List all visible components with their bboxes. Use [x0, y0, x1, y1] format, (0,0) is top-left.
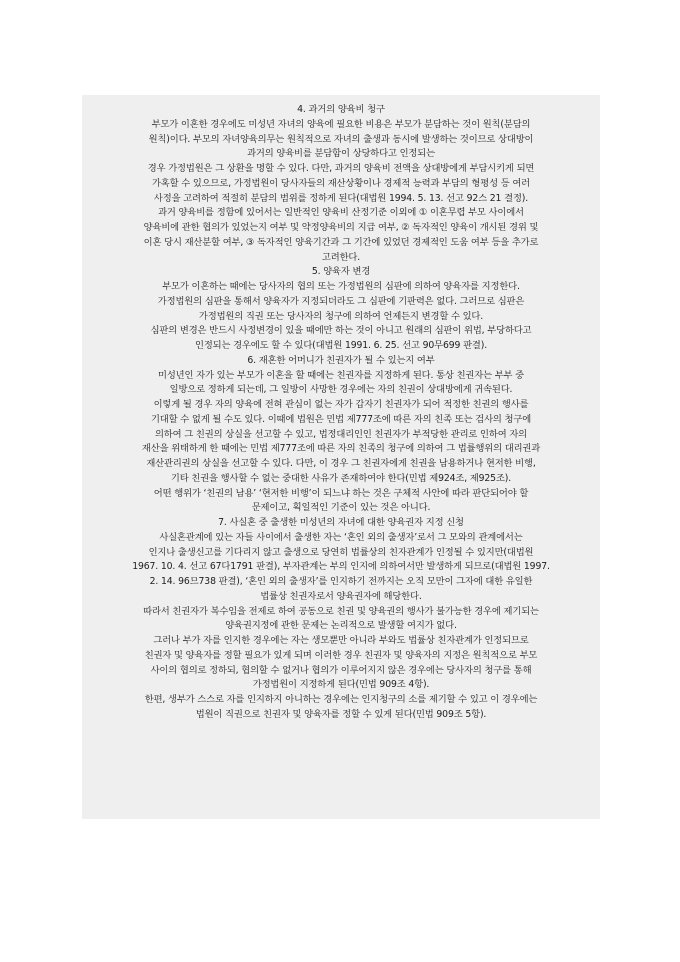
text-line: 사실혼관계에 있는 자들 사이에서 출생한 자는 ‘혼인 외의 출생자’로서 그 모와의 관계에서는 [159, 531, 523, 543]
text-line: 친권자 및 양육자를 정할 필요가 있게 되며 이러한 경우 친권자 및 양육자의 지정은 원칙적으로 부모 [144, 649, 538, 661]
text-line: 가혹할 수 있으므로, 가정법원이 당사자들의 재산상황이나 경제적 능력과 부담의 형평성 등 여러 [151, 177, 531, 189]
text-line: 기타 친권을 행사할 수 없는 중대한 사유가 존재하여야 한다(민법 제924조, 제925조). [170, 472, 512, 484]
text-line: 심판의 변경은 반드시 사정변경이 있을 때에만 하는 것이 아니고 원래의 심판이 위법, 부당하다고 [150, 325, 532, 337]
text-line: 부모가 이혼하는 때에는 당사자의 협의 또는 가정법원의 심판에 의하여 양육자를 지정한다. [162, 281, 520, 292]
text-line: 재산관리권의 상실을 선고할 수 있다. 다만, 이 경우 그 친권자에게 친권을 남용하거나 현저한 비행, [146, 458, 536, 469]
text-line: 미성년인 자가 있는 부모가 이혼을 할 때에는 친권자를 지정하게 된다. 통상 친권자는 부부 중 [157, 369, 524, 381]
text-line: 과거의 양육비를 분담함이 상당하다고 인정되는 [247, 148, 435, 160]
text-line: 이렇게 될 경우 자의 양육에 전혀 관심이 없는 자가 갑자기 친권자가 되어 적정한 친권의 행사를 [153, 399, 529, 410]
text-line: 인지나 출생신고를 기다리지 않고 출생으로 당연히 법률상의 친자관계가 인정될 수 있지만(대법원 [148, 546, 534, 558]
text-line: 과거 양육비를 정함에 있어서는 일반적인 양육비 산정기준 이외에 ① 이혼무렵 부모 사이에서 [158, 207, 524, 219]
text-line: 원칙)이다. 부모의 자녀양육의무는 원칙적으로 자녀의 출생과 동시에 발생하는 것이므로 상대방이 [148, 133, 534, 145]
text-line: 사정을 고려하여 적절히 분담의 범위를 정하게 된다(대법원 1994. 5. 13. 선고 92스 21 결정). [153, 192, 529, 204]
text-line: 부모가 이혼한 경우에도 미성년 자녀의 양육에 필요한 비용은 부모가 분담하는 것이 원칙(분담의 [151, 118, 531, 130]
text-line: 가정법원의 직권 또는 당사자의 청구에 의하여 언제든지 변경할 수 있다. [198, 310, 484, 322]
text-line: 한편, 생부가 스스로 자를 인지하지 아니하는 경우에는 인지청구의 소를 제기할 수 있고 이 경우에는 [144, 694, 538, 705]
text-line: 양육비에 관한 협의가 있었는지 여부 및 약정양육비의 지급 여부, ② 독자적인 양육이 개시된 경위 및 [143, 222, 539, 233]
text-line: 문제이고, 획일적인 기준이 있는 것은 아니다. [251, 502, 431, 514]
text-line: 고려한다. [321, 251, 361, 263]
text-line: 가정법원의 심판을 통해서 양육자가 지정되더라도 그 심판에 기판력은 없다. 그러므로 심판은 [157, 295, 525, 307]
text-line: 6. 재혼한 어머니가 친권자가 될 수 있는지 여부 [247, 354, 435, 366]
text-line: 이혼 당시 재산분할 여부, ③ 독자적인 양육기간과 그 기간에 있었던 경제적인 도움 여부 등을 추가로 [143, 236, 539, 248]
text-line: 7. 사실혼 중 출생한 미성년의 자녀에 대한 양육권자 지정 신청 [218, 517, 464, 528]
document-page [82, 95, 600, 819]
text-line: 2. 14. 96므738 판결), ‘혼인 외의 출생자’를 인지하기 전까지는 오직 모만이 그자에 대한 유일한 [149, 576, 533, 587]
text-line: 법률상 친권자로서 양육권자에 해당한다. [260, 590, 422, 602]
text-line: 1967. 10. 4. 선고 67다1791 판결), 부자관계는 부의 인지에 의하여서만 발생하게 되므로(대법원 1997. [132, 561, 550, 573]
text-line: 가정법원이 지정하게 된다(민법 909조 4항). [252, 679, 430, 691]
text-line: 기대할 수 없게 될 수도 있다. 이때에 법원은 민법 제777조에 따른 자의 친족 또는 검사의 청구에 [150, 413, 532, 425]
text-line: 법원이 직권으로 친권자 및 양육자를 정할 수 있게 된다(민법 909조 5항). [195, 708, 487, 720]
text-line: 일방으로 정하게 되는데, 그 일방이 사망한 경우에는 자의 친권이 상대방에게 귀속된다. [169, 384, 513, 396]
text-line: 5. 양육자 변경 [311, 266, 371, 278]
text-line: 어떤 행위가 ‘친권의 남용’ ‘현저한 비행’이 되느냐 하는 것은 구체적 사안에 따라 판단되어야 할 [153, 487, 529, 499]
text-line: 경우 가정법원은 그 상환을 명할 수 있다. 다만, 과거의 양육비 전액을 상대방에게 부담시키게 되면 [147, 163, 535, 174]
text-line: 의하여 그 친권의 상실을 선고할 수 있고, 법정대리인인 친권자가 부적당한 관리로 인하여 자의 [154, 428, 528, 440]
text-line: 재산을 위태하게 한 때에는 민법 제777조에 따른 자의 친족의 청구에 의하여 그 법률행위의 대리권과 [141, 443, 541, 455]
text-line: 사이의 협의로 정하되, 협의할 수 없거나 협의가 이루어지지 않은 경우에는 당사자의 청구를 통해 [150, 664, 532, 676]
text-line: 양육권지정에 관한 문제는 논리적으로 발생할 여지가 없다. [225, 620, 457, 632]
text-line: 따라서 친권자가 복수임을 전제로 하여 공동으로 친권 및 양육권의 행사가 불가능한 경우에 제기되는 [143, 605, 539, 617]
text-line: 4. 과거의 양육비 청구 [297, 104, 385, 115]
text-line: 그러나 부가 자를 인지한 경우에는 자는 생모뿐만 아니라 부와도 법률상 친자관계가 인정되므로 [153, 635, 529, 646]
text-line: 인정되는 경우에도 할 수 있다(대법원 1991. 6. 25. 선고 90무699 판결). [194, 340, 488, 351]
